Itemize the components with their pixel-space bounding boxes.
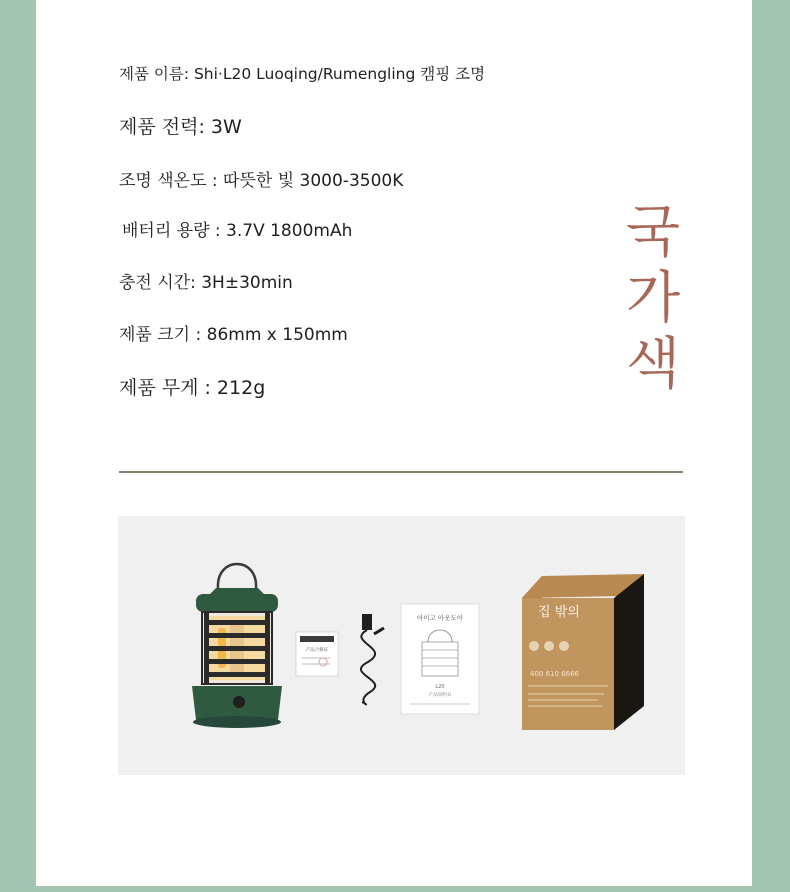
vertical-title-char: 색 bbox=[625, 332, 681, 397]
user-manual-image bbox=[401, 604, 479, 714]
spec-charge-time: 충전 시간: 3H±30min bbox=[119, 273, 293, 293]
spec-weight: 제품 무게 : 212g bbox=[119, 377, 266, 399]
section-divider bbox=[119, 471, 683, 473]
product-package-photo bbox=[118, 516, 685, 775]
packaging-box-image bbox=[522, 574, 644, 730]
spec-color-temperature: 조명 색온도 : 따뜻한 빛 3000-3500K bbox=[119, 171, 404, 191]
vertical-title bbox=[618, 200, 688, 398]
card-text: 产品合格证 bbox=[305, 648, 329, 653]
box-title: 집 밖의 bbox=[538, 605, 580, 620]
vertical-title-char: 가 bbox=[625, 266, 681, 331]
vertical-title-char: 국 bbox=[625, 200, 681, 265]
spec-battery: 배터리 용량 : 3.7V 1800mAh bbox=[122, 221, 353, 241]
spec-power: 제품 전력: 3W bbox=[119, 116, 242, 138]
usb-cable-image bbox=[361, 614, 384, 704]
certificate-card bbox=[296, 632, 338, 676]
spec-product-name: 제품 이름: Shi·L20 Luoqing/Rumengling 캠핑 조명 bbox=[119, 65, 486, 83]
spec-size: 제품 크기 : 86mm x 150mm bbox=[119, 325, 348, 345]
content-panel bbox=[36, 0, 752, 886]
manual-subtitle: 产品说明书 bbox=[428, 693, 452, 698]
lantern-image bbox=[192, 564, 282, 728]
box-phone: 400 610 6666 bbox=[530, 670, 579, 678]
manual-title: 아이고 아웃도어 bbox=[416, 614, 464, 622]
manual-model: L20 bbox=[435, 684, 445, 690]
